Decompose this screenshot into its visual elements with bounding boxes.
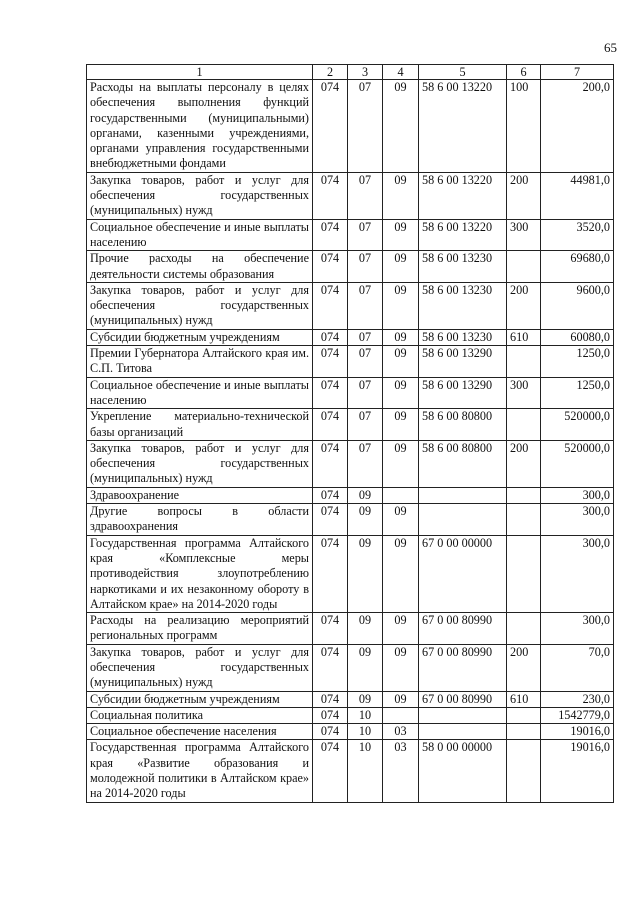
target-item-cell: 58 6 00 80800 (419, 409, 507, 441)
target-item-cell: 58 6 00 13230 (419, 251, 507, 283)
target-item-cell (419, 504, 507, 536)
table-row (87, 219, 614, 251)
subsection-code-cell: 09 (383, 440, 419, 487)
table-row (87, 329, 614, 345)
amount-cell: 300,0 (541, 487, 614, 503)
section-code-cell: 09 (348, 535, 383, 612)
table-row (87, 613, 614, 645)
subsection-code-cell: 09 (383, 251, 419, 283)
subsection-code-cell: 09 (383, 644, 419, 691)
admin-code-cell: 074 (313, 644, 348, 691)
column-header: 3 (348, 65, 383, 80)
subsection-code-cell: 09 (383, 377, 419, 409)
expense-name-cell: Укрепление материально-технической базы организаций (87, 409, 313, 441)
column-header: 4 (383, 65, 419, 80)
table-row (87, 535, 614, 612)
expense-type-cell: 300 (507, 377, 541, 409)
subsection-code-cell: 03 (383, 740, 419, 802)
table-row (87, 707, 614, 723)
amount-cell: 3520,0 (541, 219, 614, 251)
admin-code-cell: 074 (313, 707, 348, 723)
target-item-cell: 58 6 00 13220 (419, 172, 507, 219)
table-row (87, 377, 614, 409)
admin-code-cell: 074 (313, 613, 348, 645)
section-code-cell: 07 (348, 282, 383, 329)
table-row (87, 487, 614, 503)
target-item-cell (419, 487, 507, 503)
table-row (87, 740, 614, 802)
amount-cell: 300,0 (541, 504, 614, 536)
table-header-row (87, 65, 614, 80)
column-header: 1 (87, 65, 313, 80)
subsection-code-cell: 09 (383, 282, 419, 329)
expense-type-cell: 300 (507, 219, 541, 251)
table-row (87, 409, 614, 441)
amount-cell: 19016,0 (541, 724, 614, 740)
table-row (87, 80, 614, 173)
expense-name-cell: Премии Губернатора Алтайского края им. С.П. Титова (87, 346, 313, 378)
column-header: 7 (541, 65, 614, 80)
expense-type-cell: 610 (507, 691, 541, 707)
table-row (87, 504, 614, 536)
admin-code-cell: 074 (313, 409, 348, 441)
table-row (87, 282, 614, 329)
expense-name-cell: Закупка товаров, работ и услуг для обеспечения государственных (муниципальных) нужд (87, 440, 313, 487)
expense-name-cell: Закупка товаров, работ и услуг для обеспечения государственных (муниципальных) нужд (87, 282, 313, 329)
expense-type-cell (507, 724, 541, 740)
expense-name-cell: Субсидии бюджетным учреждениям (87, 329, 313, 345)
expense-type-cell (507, 707, 541, 723)
admin-code-cell: 074 (313, 504, 348, 536)
section-code-cell: 10 (348, 724, 383, 740)
amount-cell: 1250,0 (541, 377, 614, 409)
amount-cell: 520000,0 (541, 409, 614, 441)
expense-name-cell: Расходы на выплаты персоналу в целях обеспечения выполнения функций государственными (муниципальными) органами, казенными учреждениями, органами управления государственными внебюджетными фондами (87, 80, 313, 173)
expense-name-cell: Социальное обеспечение населения (87, 724, 313, 740)
section-code-cell: 07 (348, 377, 383, 409)
admin-code-cell: 074 (313, 80, 348, 173)
expense-type-cell (507, 535, 541, 612)
target-item-cell: 58 6 00 13290 (419, 377, 507, 409)
admin-code-cell: 074 (313, 740, 348, 802)
expense-type-cell: 610 (507, 329, 541, 345)
section-code-cell: 09 (348, 691, 383, 707)
table-row (87, 644, 614, 691)
subsection-code-cell: 09 (383, 346, 419, 378)
subsection-code-cell: 09 (383, 613, 419, 645)
admin-code-cell: 074 (313, 251, 348, 283)
admin-code-cell: 074 (313, 377, 348, 409)
amount-cell: 300,0 (541, 613, 614, 645)
expense-name-cell: Здравоохранение (87, 487, 313, 503)
admin-code-cell: 074 (313, 724, 348, 740)
column-header: 5 (419, 65, 507, 80)
target-item-cell: 58 6 00 13220 (419, 219, 507, 251)
expense-name-cell: Закупка товаров, работ и услуг для обеспечения государственных (муниципальных) нужд (87, 644, 313, 691)
expense-type-cell (507, 251, 541, 283)
amount-cell: 230,0 (541, 691, 614, 707)
expense-name-cell: Прочие расходы на обеспечение деятельности системы образования (87, 251, 313, 283)
expense-name-cell: Социальная политика (87, 707, 313, 723)
expense-type-cell: 200 (507, 644, 541, 691)
page-number: 65 (604, 40, 617, 55)
subsection-code-cell: 09 (383, 535, 419, 612)
target-item-cell: 67 0 00 80990 (419, 691, 507, 707)
target-item-cell (419, 707, 507, 723)
amount-cell: 1250,0 (541, 346, 614, 378)
target-item-cell (419, 724, 507, 740)
section-code-cell: 07 (348, 440, 383, 487)
amount-cell: 300,0 (541, 535, 614, 612)
subsection-code-cell: 09 (383, 219, 419, 251)
section-code-cell: 09 (348, 644, 383, 691)
subsection-code-cell: 09 (383, 691, 419, 707)
amount-cell: 9600,0 (541, 282, 614, 329)
admin-code-cell: 074 (313, 172, 348, 219)
admin-code-cell: 074 (313, 346, 348, 378)
target-item-cell: 67 0 00 80990 (419, 613, 507, 645)
target-item-cell: 58 6 00 13290 (419, 346, 507, 378)
expense-name-cell: Социальное обеспечение и иные выплаты населению (87, 219, 313, 251)
expense-type-cell (507, 740, 541, 802)
section-code-cell: 07 (348, 329, 383, 345)
expense-type-cell: 200 (507, 440, 541, 487)
amount-cell: 70,0 (541, 644, 614, 691)
table-row (87, 251, 614, 283)
section-code-cell: 10 (348, 740, 383, 802)
column-header: 2 (313, 65, 348, 80)
expense-name-cell: Другие вопросы в области здравоохранения (87, 504, 313, 536)
table-row (87, 172, 614, 219)
target-item-cell: 67 0 00 00000 (419, 535, 507, 612)
expense-type-cell: 200 (507, 172, 541, 219)
expense-name-cell: Государственная программа Алтайского края «Комплексные меры противодействия злоупотреблению наркотиками и их незаконному обороту в Алтайском крае» на 2014-2020 годы (87, 535, 313, 612)
section-code-cell: 07 (348, 409, 383, 441)
table-row (87, 724, 614, 740)
table-row (87, 346, 614, 378)
budget-table (86, 64, 614, 803)
admin-code-cell: 074 (313, 535, 348, 612)
admin-code-cell: 074 (313, 282, 348, 329)
table-row (87, 440, 614, 487)
expense-type-cell: 100 (507, 80, 541, 173)
expense-name-cell: Социальное обеспечение и иные выплаты населению (87, 377, 313, 409)
subsection-code-cell: 09 (383, 80, 419, 173)
section-code-cell: 07 (348, 219, 383, 251)
amount-cell: 520000,0 (541, 440, 614, 487)
target-item-cell: 58 6 00 13220 (419, 80, 507, 173)
amount-cell: 19016,0 (541, 740, 614, 802)
section-code-cell: 07 (348, 251, 383, 283)
subsection-code-cell: 09 (383, 329, 419, 345)
amount-cell: 60080,0 (541, 329, 614, 345)
target-item-cell: 58 0 00 00000 (419, 740, 507, 802)
subsection-code-cell (383, 707, 419, 723)
table-row (87, 691, 614, 707)
admin-code-cell: 074 (313, 219, 348, 251)
subsection-code-cell: 03 (383, 724, 419, 740)
admin-code-cell: 074 (313, 329, 348, 345)
amount-cell: 1542779,0 (541, 707, 614, 723)
section-code-cell: 09 (348, 504, 383, 536)
subsection-code-cell (383, 487, 419, 503)
amount-cell: 44981,0 (541, 172, 614, 219)
expense-name-cell: Государственная программа Алтайского края «Развитие образования и молодежной политики в Алтайском крае» на 2014-2020 годы (87, 740, 313, 802)
target-item-cell: 58 6 00 13230 (419, 329, 507, 345)
section-code-cell: 07 (348, 80, 383, 173)
expense-type-cell: 200 (507, 282, 541, 329)
section-code-cell: 09 (348, 487, 383, 503)
target-item-cell: 67 0 00 80990 (419, 644, 507, 691)
expense-type-cell (507, 613, 541, 645)
column-header: 6 (507, 65, 541, 80)
section-code-cell: 09 (348, 613, 383, 645)
subsection-code-cell: 09 (383, 172, 419, 219)
expense-name-cell: Закупка товаров, работ и услуг для обеспечения государственных (муниципальных) нужд (87, 172, 313, 219)
section-code-cell: 07 (348, 172, 383, 219)
expense-name-cell: Расходы на реализацию мероприятий региональных программ (87, 613, 313, 645)
expense-name-cell: Субсидии бюджетным учреждениям (87, 691, 313, 707)
expense-type-cell (507, 409, 541, 441)
expense-type-cell (507, 487, 541, 503)
amount-cell: 69680,0 (541, 251, 614, 283)
admin-code-cell: 074 (313, 440, 348, 487)
admin-code-cell: 074 (313, 487, 348, 503)
expense-type-cell (507, 504, 541, 536)
subsection-code-cell: 09 (383, 504, 419, 536)
admin-code-cell: 074 (313, 691, 348, 707)
section-code-cell: 10 (348, 707, 383, 723)
target-item-cell: 58 6 00 13230 (419, 282, 507, 329)
section-code-cell: 07 (348, 346, 383, 378)
subsection-code-cell: 09 (383, 409, 419, 441)
expense-type-cell (507, 346, 541, 378)
target-item-cell: 58 6 00 80800 (419, 440, 507, 487)
amount-cell: 200,0 (541, 80, 614, 173)
